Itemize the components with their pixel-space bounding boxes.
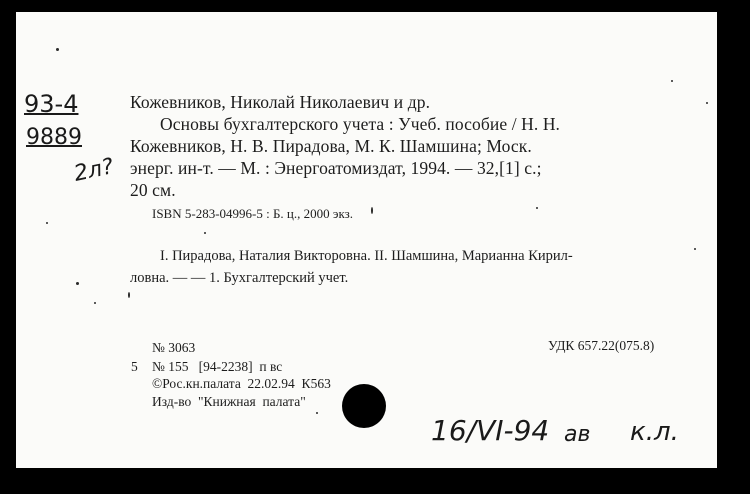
speck bbox=[536, 207, 538, 209]
catalog-card bbox=[16, 12, 717, 468]
speck bbox=[76, 282, 79, 285]
call-number-note: 2л? bbox=[71, 154, 116, 187]
speck bbox=[671, 80, 673, 82]
title-line-3: энерг. ин-т. — М. : Энергоатомиздат, 1994. — 32,[1] с.; bbox=[130, 158, 542, 178]
speck bbox=[128, 292, 130, 298]
speck bbox=[46, 222, 48, 224]
side-digit: 5 bbox=[131, 359, 138, 374]
copyright-line: ©Рос.кн.палата 22.02.94 К563 bbox=[152, 376, 331, 391]
title-line-4: 20 см. bbox=[130, 180, 176, 200]
speck bbox=[706, 102, 708, 104]
handwritten-initials: к.л. bbox=[630, 417, 679, 447]
title-line-2: Кожевников, Н. В. Пирадова, М. К. Шамшина; Моск. bbox=[130, 136, 532, 156]
speck bbox=[371, 207, 373, 214]
tracing-line-1: I. Пирадова, Наталия Викторовна. II. Шамшина, Марианна Кирил- bbox=[160, 248, 573, 264]
isbn-line: ISBN 5-283-04996-5 : Б. ц., 2000 экз. bbox=[152, 206, 353, 221]
card-number: № 3063 bbox=[152, 340, 196, 355]
handwritten-date-suffix: ав bbox=[564, 422, 591, 447]
speck bbox=[56, 48, 59, 51]
handwritten-date: 16/VI-94 bbox=[431, 414, 550, 447]
registration-line: № 155 [94-2238] п вс bbox=[152, 359, 283, 374]
publisher-line: Изд-во "Книжная палата" bbox=[152, 394, 306, 409]
speck bbox=[694, 248, 696, 250]
title-line-1: Основы бухгалтерского учета : Учеб. пособие / Н. Н. bbox=[160, 114, 561, 134]
speck bbox=[204, 232, 206, 234]
udk-code: УДК 657.22(075.8) bbox=[548, 338, 655, 353]
punch-hole bbox=[342, 384, 386, 428]
call-number-line1: 93-4 bbox=[24, 90, 79, 118]
speck bbox=[316, 412, 318, 414]
call-number-line2: 9889 bbox=[26, 125, 82, 150]
author-heading: Кожевников, Николай Николаевич и др. bbox=[130, 92, 431, 112]
speck bbox=[94, 302, 96, 304]
tracing-line-2: ловна. — — 1. Бухгалтерский учет. bbox=[130, 270, 349, 286]
